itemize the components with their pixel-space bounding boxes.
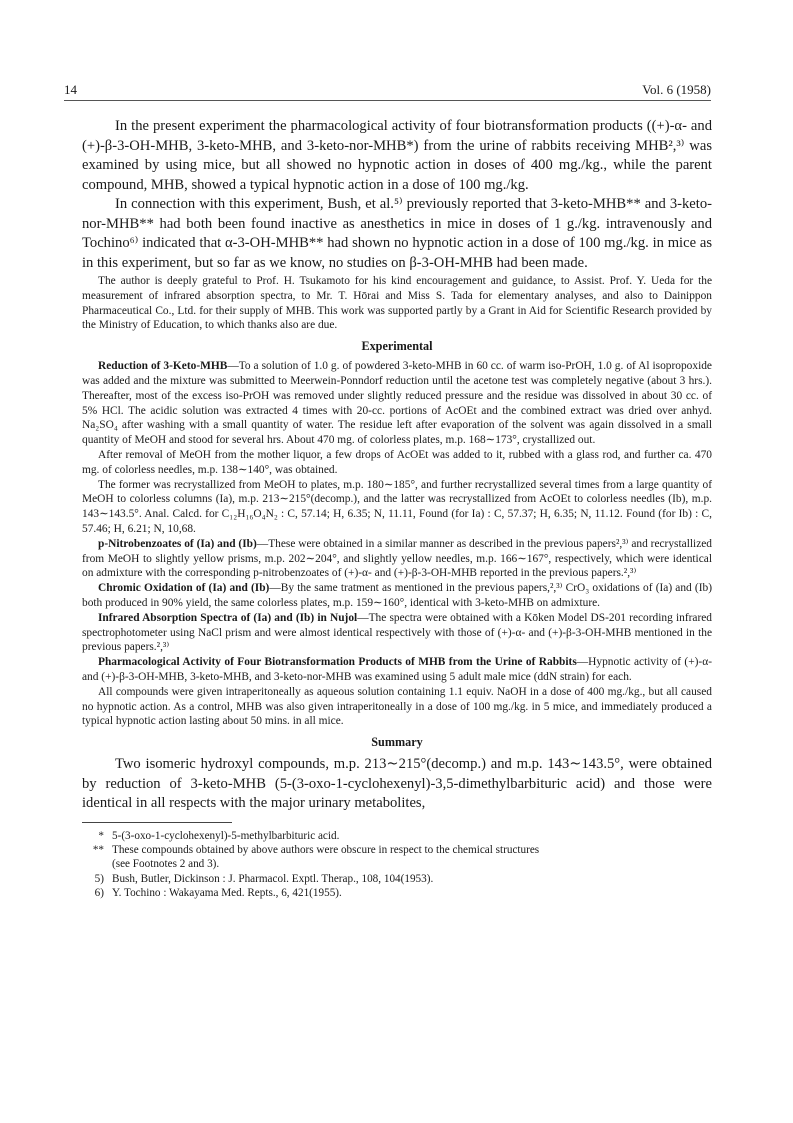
page-header	[64, 80, 711, 101]
summary-heading: Summary	[371, 735, 423, 750]
all-compounds-paragraph: All compounds were given intraperitoneally as aqueous solution containing 1.1 equiv. NaOH in a dose of 400 mg./kg., but all caused no hypnotic action. As a control, MHB was also given intraperitoneally in a dose of 100 mg./kg. in 5 mice, and immediately produced a typical hypnotic action lasting about 50 mins. in all mice.	[82, 685, 712, 728]
footnote-5	[82, 872, 712, 886]
nitrobenzoates-paragraph	[82, 537, 712, 581]
page-number: 14	[64, 82, 77, 97]
footnote-text: These compounds obtained by above authors were obscure in respect to the chemical structures	[112, 844, 540, 857]
footnote-2	[82, 843, 712, 872]
pharmacology-run-in-head: Pharmacological Activity of Four Biotransformation Products of MHB from the Urine of Rabbits	[98, 656, 577, 669]
chromic-oxidation-text: —By the same tratment as mentioned in the previous papers,²,³⁾ CrO₃ oxidations of (Ia) and (Ib) both produced in 90% yield, the same colorless plates, m.p. 159∼160°, identical with 3-keto-MHB on admixture.	[82, 582, 712, 609]
reduction-paragraph	[82, 359, 712, 448]
footnote-text: Bush, Butler, Dickinson : J. Pharmacol. Exptl. Therap., 108, 104(1953).	[112, 872, 434, 885]
footnote-divider	[82, 822, 232, 823]
footnote-text: 5-(3-oxo-1-cyclohexenyl)-5-methylbarbituric acid.	[112, 829, 340, 842]
chromic-oxidation-paragraph	[82, 581, 712, 611]
footnote-mark: 5)	[94, 872, 104, 885]
footnote-continuation: (see Footnotes 2 and 3).	[112, 858, 220, 871]
volume-label: Vol. 6 (1958)	[642, 82, 711, 97]
reduction-run-in-head: Reduction of 3-Keto-MHB	[98, 360, 228, 373]
after-removal-paragraph: After removal of MeOH from the mother liquor, a few drops of AcOEt was added to it, rubbed with a glass rod, and further ca. 470 mg. of colorless needles, m.p. 138∼140°, was obtained.	[82, 448, 712, 476]
infrared-run-in-head: Infrared Absorption Spectra of (Ia) and (Ib) in Nujol	[98, 611, 358, 624]
pharmacology-text: —Hypnotic activity of (+)-α- and (+)-β-3-OH-MHB, 3-keto-MHB, and 3-keto-nor-MHB was examined using 5 adult male mice (ddN strain) for each.	[82, 656, 712, 683]
nitrobenzoates-text: —These were obtained in a similar manner as described in the previous papers²,³⁾ and recrystallized from MeOH to slightly yellow prisms, m.p. 202∼204°, and slightly yellow needles, m.p. 166∼167°, respectively, which were identical on admixture with the corresponding p-nitrobenzoates of (+)-α- and (+)-β-3-OH-MHB reported in the previous papers.²,³⁾	[82, 537, 713, 580]
infrared-text: —The spectra were obtained with a Kōken Model DS-201 recording infrared spectrophotometer using NaCl prism and were almost identical respectively with those of (+)-α- and (+)-β-3-OH-MHB mentioned in the previous papers.²,³⁾	[82, 611, 713, 654]
footnote-text: Y. Tochino : Wakayama Med. Repts., 6, 421(1955).	[112, 887, 342, 900]
footnote-mark: **	[92, 844, 104, 857]
acknowledgement: The author is deeply grateful to Prof. H. Tsukamoto for his kind encouragement and guidance, to Assist. Prof. Y. Ueda for the measurement of infrared absorption spectra, to Mr. T. Hōrai and Miss S. Tada for elementary analyses, and also to Dainippon Pharmaceutical Co., Ltd. for their supply of MHB. This work was supported partly by a Grant in Aid for Scientific Research provided by the Ministry of Education, to which thanks also are due.	[82, 275, 712, 332]
footnote-1	[82, 829, 712, 843]
article-body	[82, 117, 712, 901]
summary-paragraph: Two isomeric hydroxyl compounds, m.p. 213∼215°(decomp.) and m.p. 143∼143.5°, were obtained by reduction of 3-keto-MHB (5-(3-oxo-1-cyclohexenyl)-3,5-dimethylbarbituric acid) and those were identical in all respects with the major urinary metabolites,	[82, 756, 712, 812]
infrared-paragraph	[82, 611, 712, 655]
intro-paragraph-2: In connection with this experiment, Bush, et al.⁵⁾ previously reported that 3-keto-MHB** and 3-keto-nor-MHB** had both been found inactive as anesthetics in mice in doses of 1 g./kg. intravenously and Tochino⁶⁾ indicated that α-3-OH-MHB** had shown no hypnotic action in a dose of 100 mg./kg. in mice as in this experiment, but so far as we know, no studies on β-3-OH-MHB had been made.	[82, 196, 712, 271]
footnote-mark: 6)	[94, 887, 104, 900]
experimental-heading: Experimental	[361, 339, 433, 354]
reduction-text: —To a solution of 1.0 g. of powdered 3-keto-MHB in 60 cc. of warm iso-PrOH, 1.0 g. of Al isopropoxide was added and the mixture was submitted to Meerwein-Ponndorf reduction until the acetone test was completely negative (about 3 hrs.). Thereafter, most of the excess iso-PrOH was removed under slightly reduced pressure and the residue was dissolved in about 30 cc. of 5% HCl. The acidic solution was extracted 4 times with 20-cc. portions of AcOEt and the combined extract was dried over anhyd. Na₂SO₄ after washing with a small quantity of water. The residue left after evaporation of the solvent was again dissolved in a small quantity of MeOH and stood for several hrs. About 470 mg. of colorless plates, m.p. 168∼173°, crystallized out.	[82, 360, 712, 447]
nitrobenzoates-run-in-head: p-Nitrobenzoates of (Ia) and (Ib)	[98, 537, 257, 550]
recrystallization-paragraph: The former was recrystallized from MeOH to plates, m.p. 180∼185°, and further recrystallized several times from a large quantity of MeOH to colorless columns (Ia), m.p. 213∼215°(decomp.), and the latter was recrystallized from AcOEt to colorless needles (Ib), m.p. 143∼143.5°. Anal. Calcd. for C₁₂H₁₆O₄N₂ : C, 57.14; H, 6.35; N, 11.11, Found (for Ia) : C, 57.37; H, 6.35; N, 11.12. Found (for Ib) : C, 57.46; H, 6.21; N, 10,68.	[82, 478, 712, 535]
footnote-6	[82, 886, 712, 900]
intro-paragraph-1: In the present experiment the pharmacological activity of four biotransformation products ((+)-α- and (+)-β-3-OH-MHB, 3-keto-MHB, and 3-keto-nor-MHB*) from the urine of rabbits receiving MHB²,³⁾ was examined by using mice, but all showed no hypnotic action in doses of 400 mg./kg., while the parent compound, MHB, showed a typical hypnotic action in a dose of 100 mg./kg.	[82, 118, 712, 193]
footnote-mark: *	[98, 829, 104, 842]
chromic-oxidation-run-in-head: Chromic Oxidation of (Ia) and (Ib)	[98, 582, 270, 595]
pharmacology-paragraph	[82, 655, 712, 685]
